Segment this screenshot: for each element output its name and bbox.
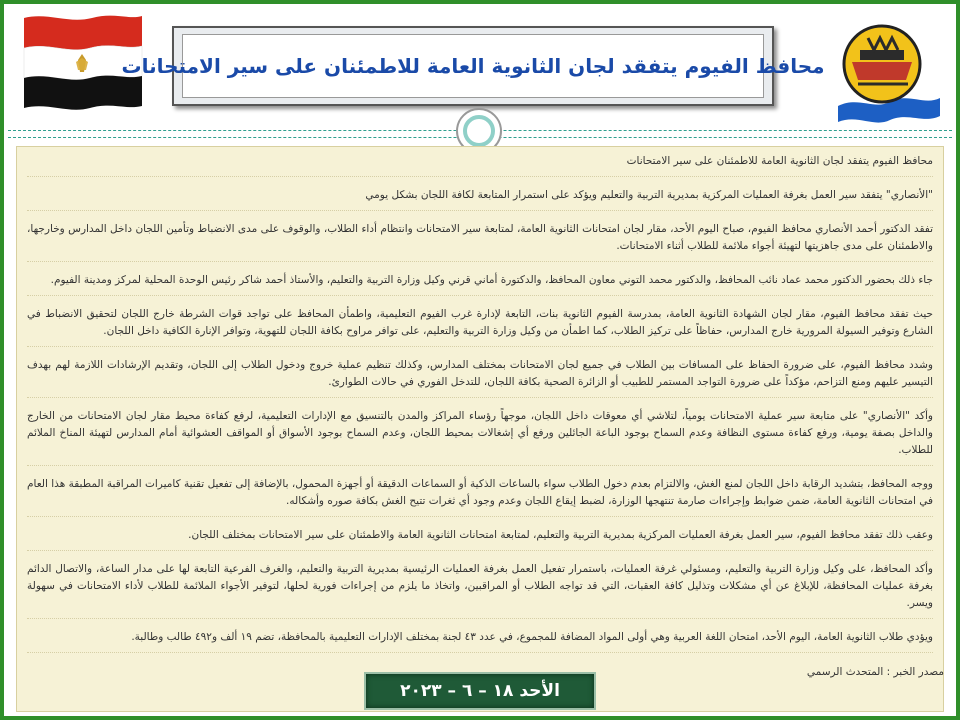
article-paragraph: وشدد محافظ الفيوم، على ضرورة الحفاظ على المسافات بين الطلاب في جميع لجان الامتحانات بمختلف المدارس، وكذلك تنظيم عملية خروج ودخول الطلاب إلى اللجان، وتقديم الإرشادات اللازمة لهم بهدف التيسير عليهم ومنع التزاحم، مؤكداً على ضرورة التواجد المستمر للطبيب أو الزائرة الصحية بكافة اللجان، للتدخل الفوري في حالات الطوارئ.	[27, 357, 933, 398]
article-paragraph: محافظ الفيوم يتفقد لجان الثانوية العامة للاطمئنان على سير الامتحانات	[27, 153, 933, 177]
page-title: محافظ الفيوم يتفقد لجان الثانوية العامة للاطمئنان على سير الامتحانات	[121, 54, 825, 78]
article-paragraph: حيث تفقد محافظ الفيوم، مقار لجان الشهادة الثانوية العامة، بمدرسة الفيوم الثانوية بنات، التابعة لإدارة غرب الفيوم التعليمية، واطمأن المحافظ على تواجد قوات الشرطة خارج اللجان لتحقيق الانضباط في الشارع وتوفير السيولة المرورية خارج المدارس، حفاظاً على تركيز الطلاب، كما اطمأن من وكيل وزارة التربية والتعليم، على توافر مراوح بكافة اللجان للتهوية، وتوافر الإنارة الكافية داخل اللجان.	[27, 306, 933, 347]
title-box	[121, 26, 825, 106]
publish-date: الأحد ١٨ – ٦ – ٢٠٢٣	[400, 681, 560, 701]
fayoum-logo-icon	[828, 20, 948, 130]
article-paragraph: وعقب ذلك تفقد محافظ الفيوم، سير العمل بغرفة العمليات المركزية بمديرية التربية والتعليم، لمتابعة امتحانات الثانوية العامة والاطمئنان على سير الامتحانات بمختلف اللجان.	[27, 527, 933, 551]
article-paragraph: وأكد المحافظ، على وكيل وزارة التربية والتعليم، ومسئولي غرفة العمليات، باستمرار تفعيل العمل بغرفة العمليات الرئيسية بمديرية التربية والتعليم، والغرف الفرعية التابعة لها على مدار الساعة، والاتصال الدائم بغرفة عمليات المحافظة، للإبلاغ عن أي مشكلات وتذليل كافة العقبات، التي قد تواجه الطلاب أو المراقبين، واتخاذ ما يلزم من إجراءات فورية لحلها، لتوفير الأجواء الملائمة للطلاب لأداء الامتحانات في سهولة ويسر.	[27, 561, 933, 619]
article-paragraph: "الأنصاري" يتفقد سير العمل بغرفة العمليات المركزية بمديرية التربية والتعليم ويؤكد على استمرار المتابعة لكافة اللجان بشكل يومي	[27, 187, 933, 211]
news-source: مصدر الخبر : المتحدث الرسمي	[806, 666, 944, 678]
article-paragraph: ووجه المحافظ، بتشديد الرقابة داخل اللجان لمنع الغش، والالتزام بعدم دخول الطلاب سواء بالساعات الذكية أو السماعات الدقيقة أو أجهزة المحمول، بالإضافة إلى تفعيل تقنية كاميرات المراقبة المطبقة هذا العام في امتحانات الثانوية العامة، ضمن ضوابط وإجراءات صارمة تنتهجها الوزارة، لضبط إيقاع اللجان وعدم وجود أي ثغرات تتيح الغش بكافة صوره وأشكاله.	[27, 476, 933, 517]
article-paragraph: ويؤدي طلاب الثانوية العامة، اليوم الأحد، امتحان اللغة العربية وهي أولى المواد المضافة للمجموع، في عدد ٤٣ لجنة بمختلف الإدارات التعليمية بالمحافظة، تضم ١٩ ألف و٤٩٢ طالب وطالبة.	[27, 629, 933, 653]
title-inner	[121, 34, 825, 98]
date-banner	[364, 672, 596, 710]
article-paragraph: جاء ذلك بحضور الدكتور محمد عماد نائب المحافظ، والدكتور محمد التوني معاون المحافظ، والدكتورة أماني قرني وكيل وزارة التربية والتعليم، والأستاذ أحمد شاكر رئيس الوحدة المحلية لمركز ومدينة الفيوم.	[27, 272, 933, 296]
article-paragraph: وأكد "الأنصاري" على متابعة سير عملية الامتحانات يومياً، لتلاشي أي معوقات داخل اللجان، موجهاً رؤساء المراكز والمدن بالتنسيق مع الإدارات التعليمية، لرفع كفاءة محيط مقار لجان الامتحانات من الخارج والداخل بصفة يومية، ورفع كفاءة مستوى النظافة وعدم السماح بوجود الباعة الجائلين ورفع أي إشغالات بمحيط اللجان، وعدم السماح بوجود الأسواق أو المواقف العشوائية أمام المدارس لتهيئة المناخ الملائم للطلاب.	[27, 408, 933, 466]
article-body	[16, 146, 944, 712]
article-paragraph: تفقد الدكتور أحمد الأنصاري محافظ الفيوم، صباح اليوم الأحد، مقار لجان امتحانات الثانوية العامة، لمتابعة سير الامتحانات وانتظام أداء الطلاب، والوقوف على مدى الانضباط وتأمين اللجان داخل المدارس وخارجها، والاطمئنان على مدى جاهزيتها لتهيئة أجواء ملائمة للطلاب أثناء الامتحانات.	[27, 221, 933, 262]
